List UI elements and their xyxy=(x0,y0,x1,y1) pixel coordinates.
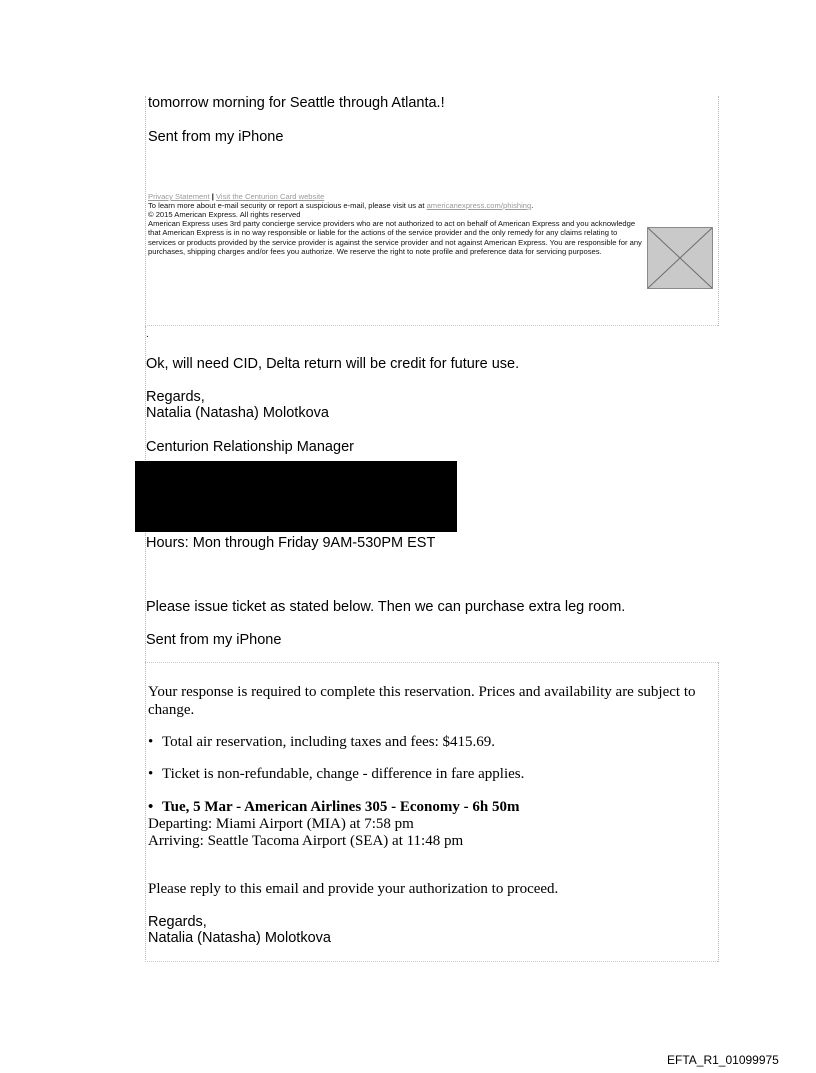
quote-border-left-1 xyxy=(145,96,146,326)
security-text: To learn more about e-mail security or report a suspicious e-mail, please visit us at xyxy=(148,201,425,210)
copyright: © 2015 American Express. All rights reserved xyxy=(148,210,301,219)
arriving: Arriving: Seattle Tacoma Airport (SEA) at 11:48 pm xyxy=(148,833,464,849)
fare-text: Total air reservation, including taxes and fees: $415.69. xyxy=(162,734,496,750)
reservation-intro: Your response is required to complete this reservation. Prices and availability are subject to change. xyxy=(148,684,696,718)
broken-image-icon xyxy=(647,227,713,289)
privacy-statement-link[interactable]: Privacy Statement xyxy=(148,192,210,201)
redaction-block xyxy=(135,461,457,532)
document-id: EFTA_R1_01099975 xyxy=(667,1053,779,1067)
quote-border-top-2 xyxy=(145,662,718,663)
footer-separator: | xyxy=(211,192,214,201)
flight-title: Tue, 5 Mar - American Airlines 305 - Economy - 6h 50m xyxy=(162,799,520,815)
signature-name-2: Natalia (Natasha) Molotkova xyxy=(148,930,331,946)
departing: Departing: Miami Airport (MIA) at 7:58 pm xyxy=(148,816,414,832)
reply-request: Please reply to this email and provide your authorization to proceed. xyxy=(148,881,559,897)
regards: Regards, xyxy=(146,389,205,405)
ticket-bullet xyxy=(148,765,524,783)
quote-border-right-1 xyxy=(718,96,719,326)
separator-dot: . xyxy=(146,329,149,340)
quote-border-right-2 xyxy=(718,662,719,962)
phishing-link[interactable]: americanexpress.com/phishing xyxy=(426,201,532,210)
ticket-text: Ticket is non-refundable, change - difference in fare applies. xyxy=(162,766,525,782)
quote-border-bottom-1 xyxy=(145,325,718,326)
footer-links xyxy=(148,192,324,201)
bullet-icon: • xyxy=(148,799,154,815)
office-hours: Hours: Mon through Friday 9AM-530PM EST xyxy=(146,535,436,551)
security-notice: To learn more about e-mail security or report a suspicious e-mail, please visit us at americanexpress.com/phishing. xyxy=(148,201,534,210)
reply-body-2: Please issue ticket as stated below. Then we can purchase extra leg room. xyxy=(146,599,626,615)
disclaimer: American Express uses 3rd party concierge service providers who are not authorized to act on behalf of American Express and you acknowledge that American Express is in no way responsible or liable for the actions of the service provider and the only remedy for any claims relating to services or products provided by the service provider is against the service provider and not against American Express. You are responsible for any purchases, shipping charges and/or fees you authorize. We reserve the right to note profile and preference data for servicing purposes. xyxy=(148,219,642,256)
regards-2: Regards, xyxy=(148,914,207,930)
sent-from-iphone-2: Sent from my iPhone xyxy=(146,632,282,648)
bullet-icon: • xyxy=(148,766,154,782)
signature-title: Centurion Relationship Manager xyxy=(146,439,354,455)
fare-bullet xyxy=(148,733,495,751)
quote-border-bottom-2 xyxy=(145,961,718,962)
bullet-icon: • xyxy=(148,734,154,750)
flight-bullet xyxy=(148,798,519,816)
reply-body: Ok, will need CID, Delta return will be credit for future use. xyxy=(146,356,520,372)
message-line: tomorrow morning for Seattle through Atlanta.! xyxy=(148,95,445,111)
centurion-website-link[interactable]: Visit the Centurion Card website xyxy=(216,192,325,201)
sent-from-iphone: Sent from my iPhone xyxy=(148,129,284,145)
signature-name: Natalia (Natasha) Molotkova xyxy=(146,405,329,421)
